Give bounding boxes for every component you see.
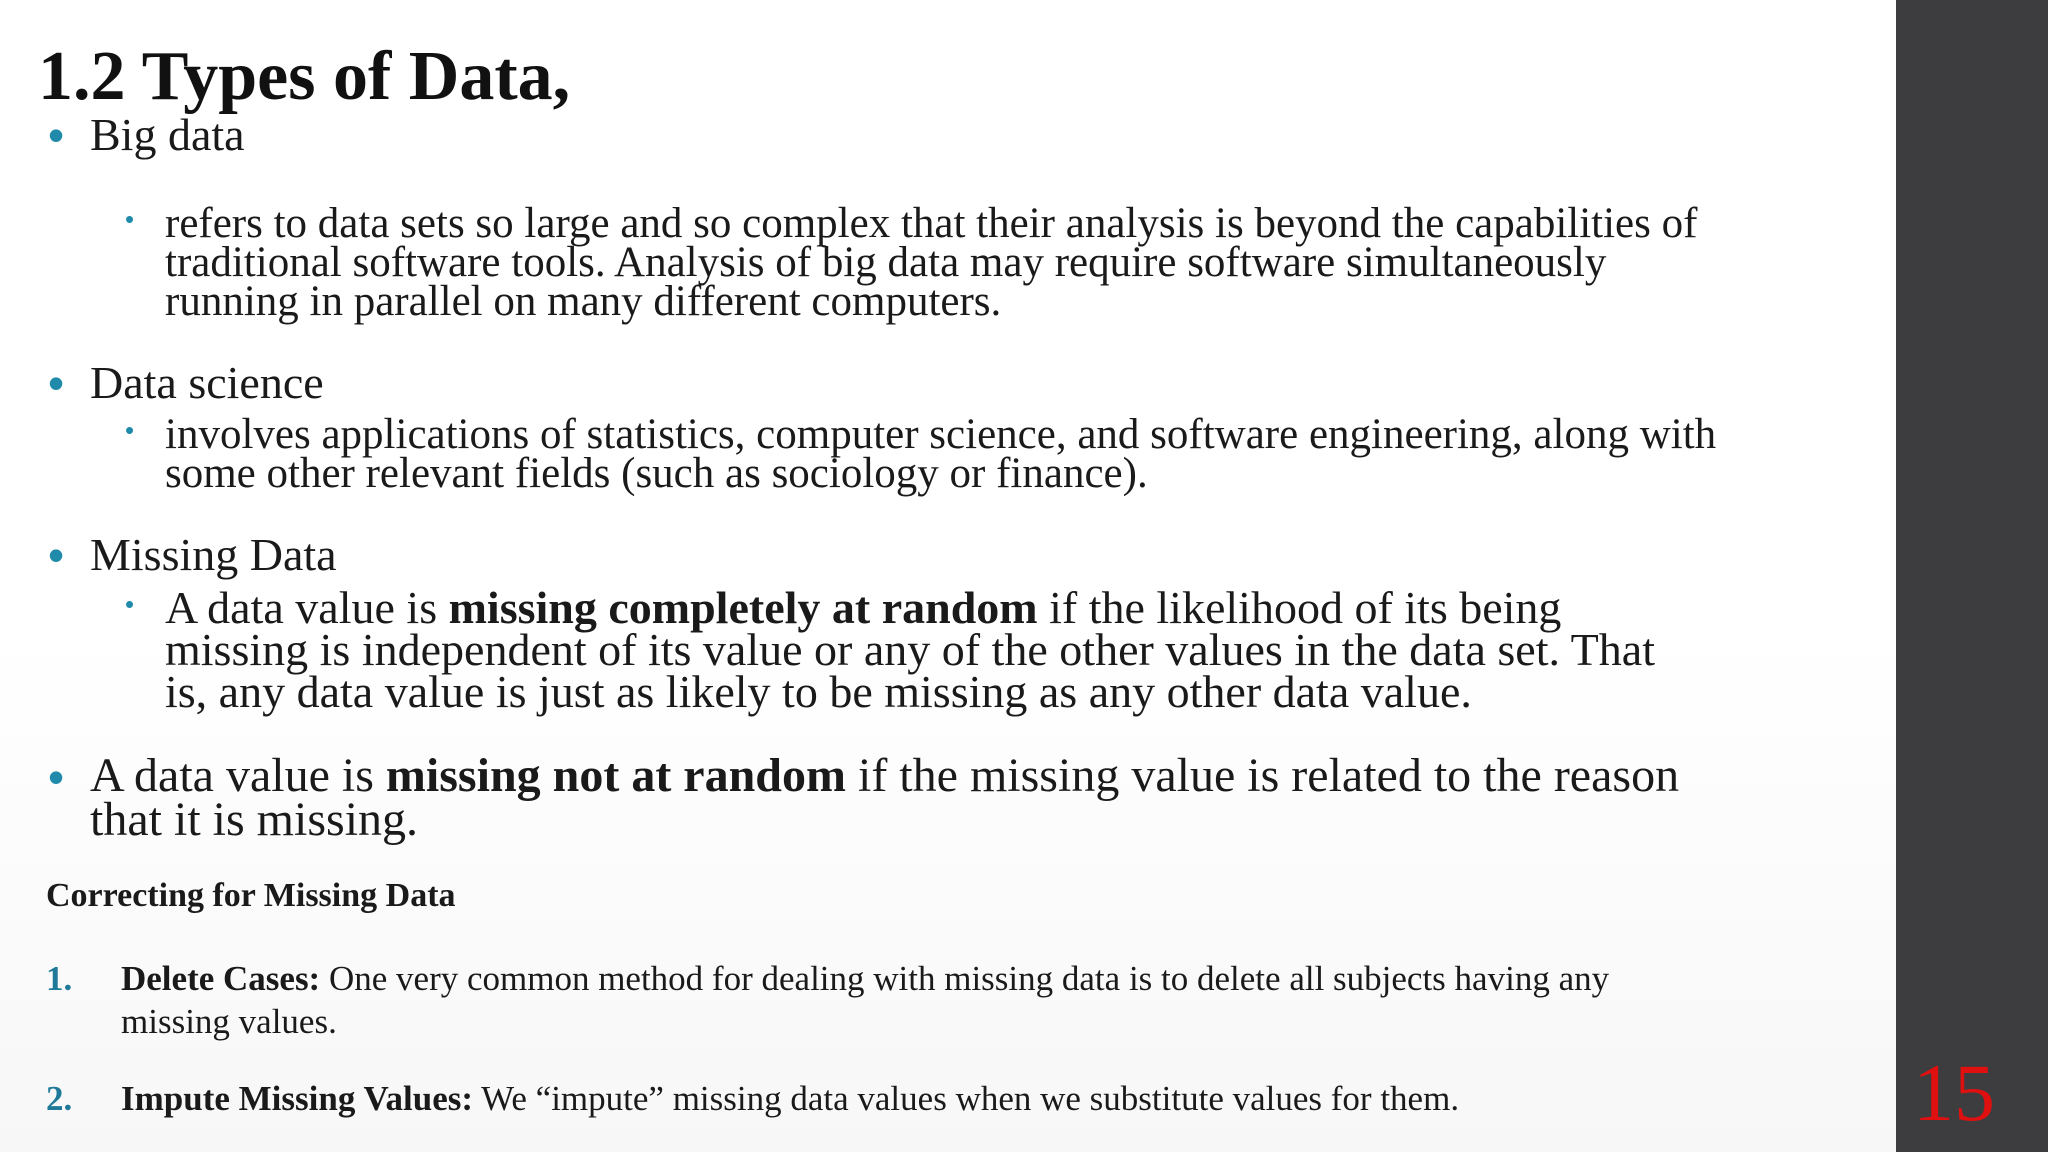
text-line: some other relevant fields (such as sociology or finance). [165, 450, 1148, 497]
text-segment: if the missing value is related to the reason [845, 749, 1680, 802]
bullet-dot-icon: • [48, 109, 65, 161]
bold-term: missing not at random [385, 749, 846, 802]
item-number: 1. [46, 959, 73, 998]
slide-title: 1.2 Types of Data, [38, 38, 571, 115]
bullet-dot-icon: • [48, 357, 65, 409]
bullet-label: Missing Data [90, 529, 337, 580]
text-line: involves applications of statistics, computer science, and software engineering, along with [165, 411, 1717, 458]
sub-bullet-text [165, 200, 1698, 325]
text-segment: if the likelihood of its being [1037, 582, 1562, 633]
bullet-dot-icon: • [48, 529, 65, 581]
text-line: that it is missing. [90, 793, 419, 846]
item-number: 2. [46, 1079, 73, 1118]
item-text [121, 1077, 1459, 1120]
sub-bullet-dot-icon: • [125, 415, 135, 445]
text-line: missing values. [121, 1002, 337, 1041]
text-line: running in parallel on many different computers. [165, 278, 1002, 325]
text-line [121, 1077, 1459, 1120]
page-number: 15 [1913, 1047, 1995, 1138]
text-segment: One very common method for dealing with missing data is to delete all subjects having any [320, 959, 1610, 998]
text-line: missing is independent of its value or any of the other values in the data set. That [165, 624, 1655, 675]
slide-sidebar [1896, 0, 2048, 1152]
text-line: traditional software tools. Analysis of big data may require software simultaneously [165, 239, 1607, 286]
text-segment: A data value is [90, 749, 386, 802]
text-line [165, 582, 1655, 633]
sub-bullet-dot-icon: • [125, 204, 135, 234]
section-heading: Correcting for Missing Data [46, 877, 456, 914]
text-line [90, 749, 1680, 802]
text-segment: We “impute” missing data values when we substitute values for them. [473, 1079, 1460, 1118]
item-text [121, 957, 1609, 1043]
sub-bullet-dot-icon: • [125, 589, 135, 619]
bold-term: Impute Missing Values: [121, 1079, 474, 1118]
text-line: is, any data value is just as likely to be missing as any other data value. [165, 666, 1472, 717]
text-line [121, 957, 1609, 1000]
bullet-label: Data science [90, 357, 324, 408]
text-segment: A data value is [165, 582, 449, 633]
bullet-dot-icon: • [48, 751, 65, 803]
bullet-label: Big data [90, 109, 245, 160]
sub-bullet-text [165, 411, 1717, 497]
sub-bullet-text [165, 582, 1655, 717]
text-line: refers to data sets so large and so complex that their analysis is beyond the capabilities of [165, 200, 1698, 247]
bullet-text [90, 749, 1680, 846]
bold-term: missing completely at random [448, 582, 1038, 633]
bold-term: Delete Cases: [121, 959, 321, 998]
